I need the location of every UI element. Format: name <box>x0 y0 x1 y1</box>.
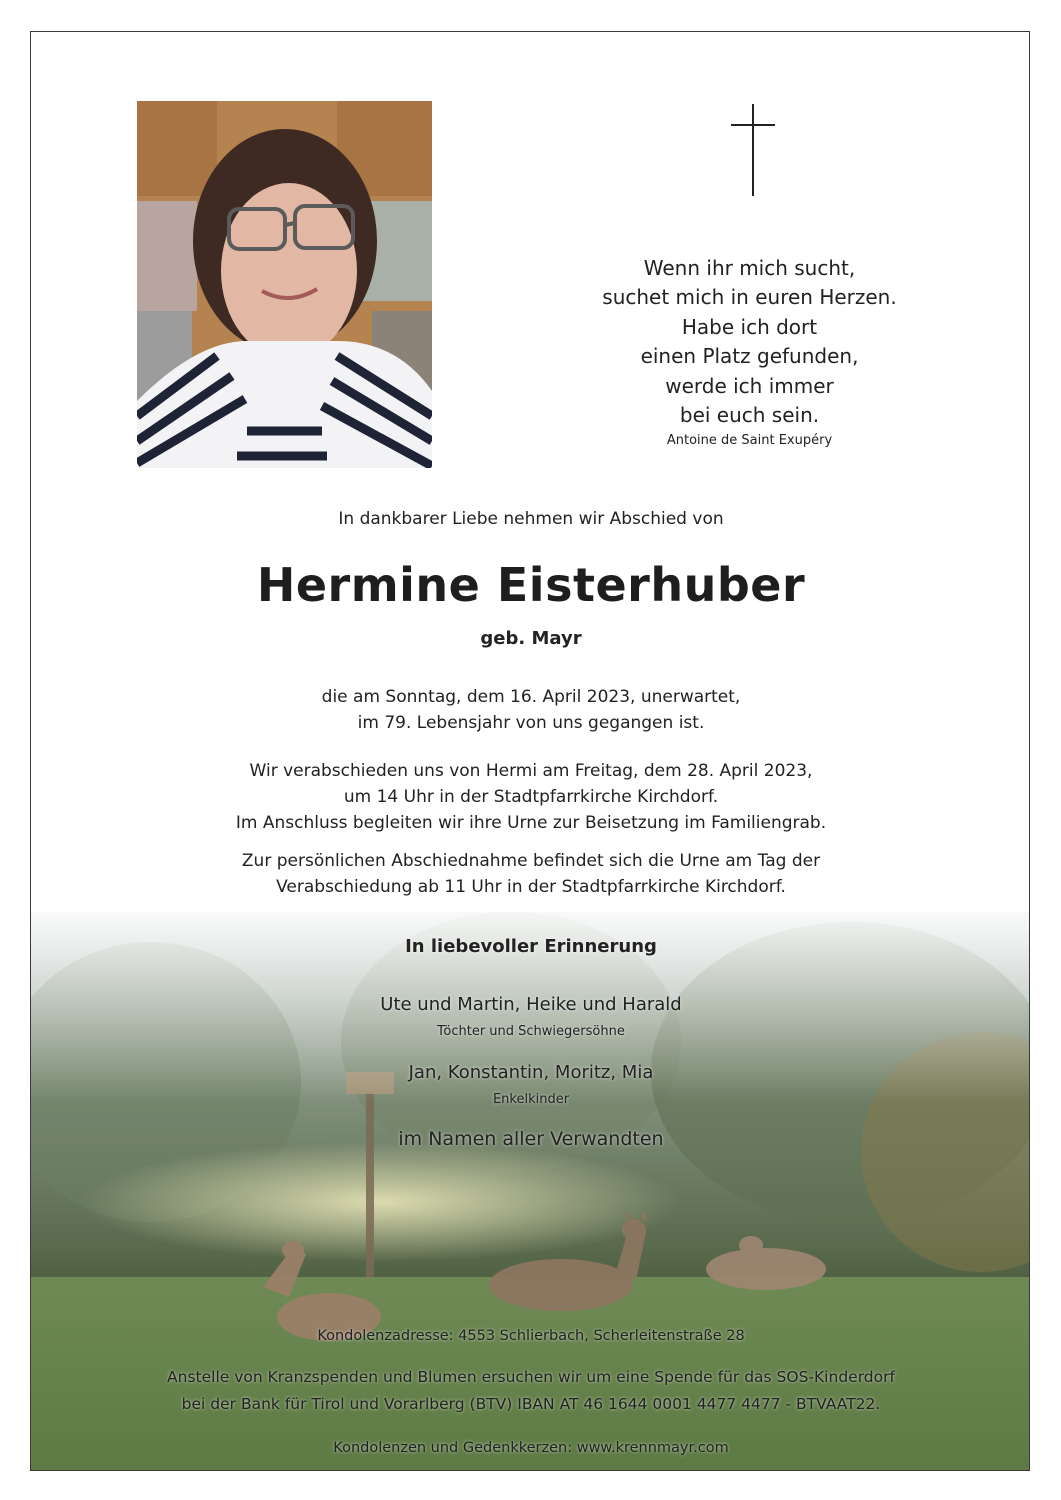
cross-icon <box>731 104 775 196</box>
online-condolence-link[interactable]: Kondolenzen und Gedenkkerzen: www.krennmayr.com <box>333 1440 729 1456</box>
intro-text: In dankbarer Liebe nehmen wir Abschied von <box>338 509 724 529</box>
daughters-role: Töchter und Schwiegersöhne <box>437 1024 625 1039</box>
daughters-names: Ute und Martin, Heike und Harald <box>380 994 682 1015</box>
paragraph-line: Zur persönlichen Abschiednahme befindet sich die Urne am Tag der <box>241 851 821 871</box>
quote-line: suchet mich in euren Herzen. <box>602 285 897 310</box>
death-paragraph <box>31 684 1030 736</box>
quote-line: bei euch sein. <box>679 403 820 428</box>
quote-line: Wenn ihr mich sucht, <box>643 256 856 280</box>
portrait-photo <box>137 101 432 468</box>
mourners-heading: In liebevoller Erinnerung <box>405 936 657 957</box>
quote-line: Habe ich dort <box>681 314 818 339</box>
bank-details-line: bei der Bank für Tirol und Vorarlberg (BTV) IBAN AT 46 1644 0001 4477 4477 - BTVAAT22. <box>181 1395 881 1413</box>
paragraph-line: Wir verabschieden uns von Hermi am Freitag, dem 28. April 2023, <box>249 761 813 781</box>
paragraph-line: Verabschiedung ab 11 Uhr in der Stadtpfarrkirche Kirchdorf. <box>276 877 786 897</box>
relatives-line: im Namen aller Verwandten <box>398 1128 664 1150</box>
farewell-paragraph <box>31 758 1030 836</box>
quote-block <box>571 254 928 452</box>
viewing-paragraph <box>31 848 1030 900</box>
paragraph-line: Im Anschluss begleiten wir ihre Urne zur Beisetzung im Familiengrab. <box>235 813 827 833</box>
quote-line: einen Platz gefunden, <box>640 344 859 369</box>
maiden-name: geb. Mayr <box>480 628 582 649</box>
paragraph-line: die am Sonntag, dem 16. April 2023, unerwartet, <box>321 687 741 707</box>
condolence-address: Kondolenzadresse: 4553 Schlierbach, Scherleitenstraße 28 <box>317 1328 745 1344</box>
paragraph-line: um 14 Uhr in der Stadtpfarrkirche Kirchdorf. <box>343 787 719 807</box>
portrait-illustration <box>137 101 432 468</box>
quote-author: Antoine de Saint Exupéry <box>666 433 833 449</box>
card-content <box>31 32 1030 1471</box>
paragraph-line: im 79. Lebensjahr von uns gegangen ist. <box>357 713 705 733</box>
grandchildren-names: Jan, Konstantin, Moritz, Mia <box>408 1062 654 1083</box>
donation-line: Anstelle von Kranzspenden und Blumen ersuchen wir um eine Spende für das SOS-Kinderdorf <box>167 1368 895 1386</box>
obituary-card <box>30 31 1030 1471</box>
deceased-name: Hermine Eisterhuber <box>256 558 806 612</box>
quote-line: werde ich immer <box>665 373 834 398</box>
grandchildren-role: Enkelkinder <box>492 1092 570 1107</box>
